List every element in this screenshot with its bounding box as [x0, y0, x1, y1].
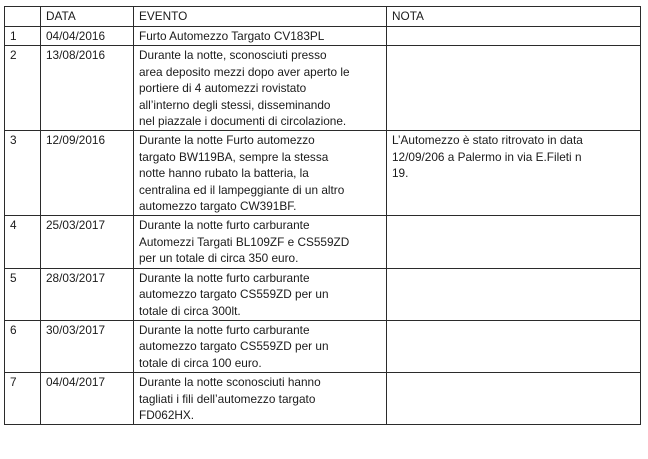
- header-event: EVENTO: [134, 7, 387, 27]
- row-date: 04/04/2016: [41, 27, 134, 46]
- row-date: 04/04/2017: [41, 373, 134, 425]
- row-event: [134, 268, 387, 320]
- event-text-line: automezzo targato CS559ZD per un: [139, 287, 329, 302]
- row-date: 12/09/2016: [41, 131, 134, 216]
- event-text-line: Durante la notte Furto automezzo: [139, 133, 315, 148]
- row-note: [387, 320, 641, 372]
- event-text-line: notte hanno rubato la batteria, la: [139, 166, 309, 181]
- event-text-line: targato BW119BA, sempre la stessa: [139, 149, 329, 164]
- row-note: [387, 46, 641, 131]
- event-text-line: Automezzi Targati BL109ZF e CS559ZD: [139, 234, 350, 249]
- row-event: [134, 320, 387, 372]
- note-text-line: 19.: [392, 166, 409, 181]
- row-number: 1: [5, 27, 41, 46]
- row-note: [387, 373, 641, 425]
- row-event: [134, 46, 387, 131]
- event-text-line: tagliati i fili dell’automezzo targato: [139, 391, 316, 406]
- event-text-line: Durante la notte furto carburante: [139, 270, 310, 285]
- row-note: [387, 131, 641, 216]
- row-number: 2: [5, 46, 41, 131]
- row-date: 28/03/2017: [41, 268, 134, 320]
- event-text-line: totale di circa 300lt.: [139, 303, 241, 318]
- row-event: [134, 27, 387, 46]
- row-number: 6: [5, 320, 41, 372]
- header-date: DATA: [41, 7, 134, 27]
- event-text-line: automezzo targato CS559ZD per un: [139, 339, 329, 354]
- row-date: 30/03/2017: [41, 320, 134, 372]
- row-date: 25/03/2017: [41, 216, 134, 268]
- event-text-line: Durante la notte, sconosciuti presso: [139, 48, 327, 63]
- event-text-line: Durante la notte furto carburante: [139, 322, 310, 337]
- event-text-line: Furto Automezzo Targato CV183PL: [139, 29, 325, 43]
- note-text-line: 12/09/206 a Palermo in via E.Fileti n: [392, 149, 582, 164]
- table-body: [5, 27, 641, 425]
- table-row: [5, 46, 641, 131]
- note-text-line: L’Automezzo è stato ritrovato in data: [392, 133, 583, 148]
- event-text-line: portiere di 4 automezzi rovistato: [139, 81, 307, 96]
- table-row: [5, 216, 641, 268]
- header-note: NOTA: [387, 7, 641, 27]
- event-text-line: centralina ed il lampeggiante di un altro: [139, 182, 345, 197]
- row-note: [387, 268, 641, 320]
- table-row: [5, 131, 641, 216]
- row-note: [387, 216, 641, 268]
- event-text-line: nel piazzale i documenti di circolazione.: [139, 114, 347, 129]
- table-row: [5, 268, 641, 320]
- event-text-line: all’interno degli stessi, disseminando: [139, 97, 331, 112]
- header-row: [5, 7, 641, 27]
- row-event: [134, 373, 387, 425]
- table-row: [5, 27, 641, 46]
- row-event: [134, 216, 387, 268]
- row-number: 7: [5, 373, 41, 425]
- row-note: [387, 27, 641, 46]
- header-num: [5, 7, 41, 27]
- event-text-line: Durante la notte furto carburante: [139, 218, 310, 233]
- row-number: 4: [5, 216, 41, 268]
- event-text-line: Durante la notte sconosciuti hanno: [139, 375, 321, 390]
- table-row: [5, 373, 641, 425]
- event-text-line: FD062HX.: [139, 407, 195, 422]
- event-text-line: area deposito mezzi dopo aver aperto le: [139, 64, 350, 79]
- event-text-line: per un totale di circa 350 euro.: [139, 251, 299, 266]
- row-date: 13/08/2016: [41, 46, 134, 131]
- row-number: 5: [5, 268, 41, 320]
- event-text-line: totale di circa 100 euro.: [139, 355, 262, 370]
- row-event: [134, 131, 387, 216]
- event-text-line: automezzo targato CW391BF.: [139, 199, 297, 214]
- table-row: [5, 320, 641, 372]
- row-number: 3: [5, 131, 41, 216]
- events-table: [4, 6, 641, 425]
